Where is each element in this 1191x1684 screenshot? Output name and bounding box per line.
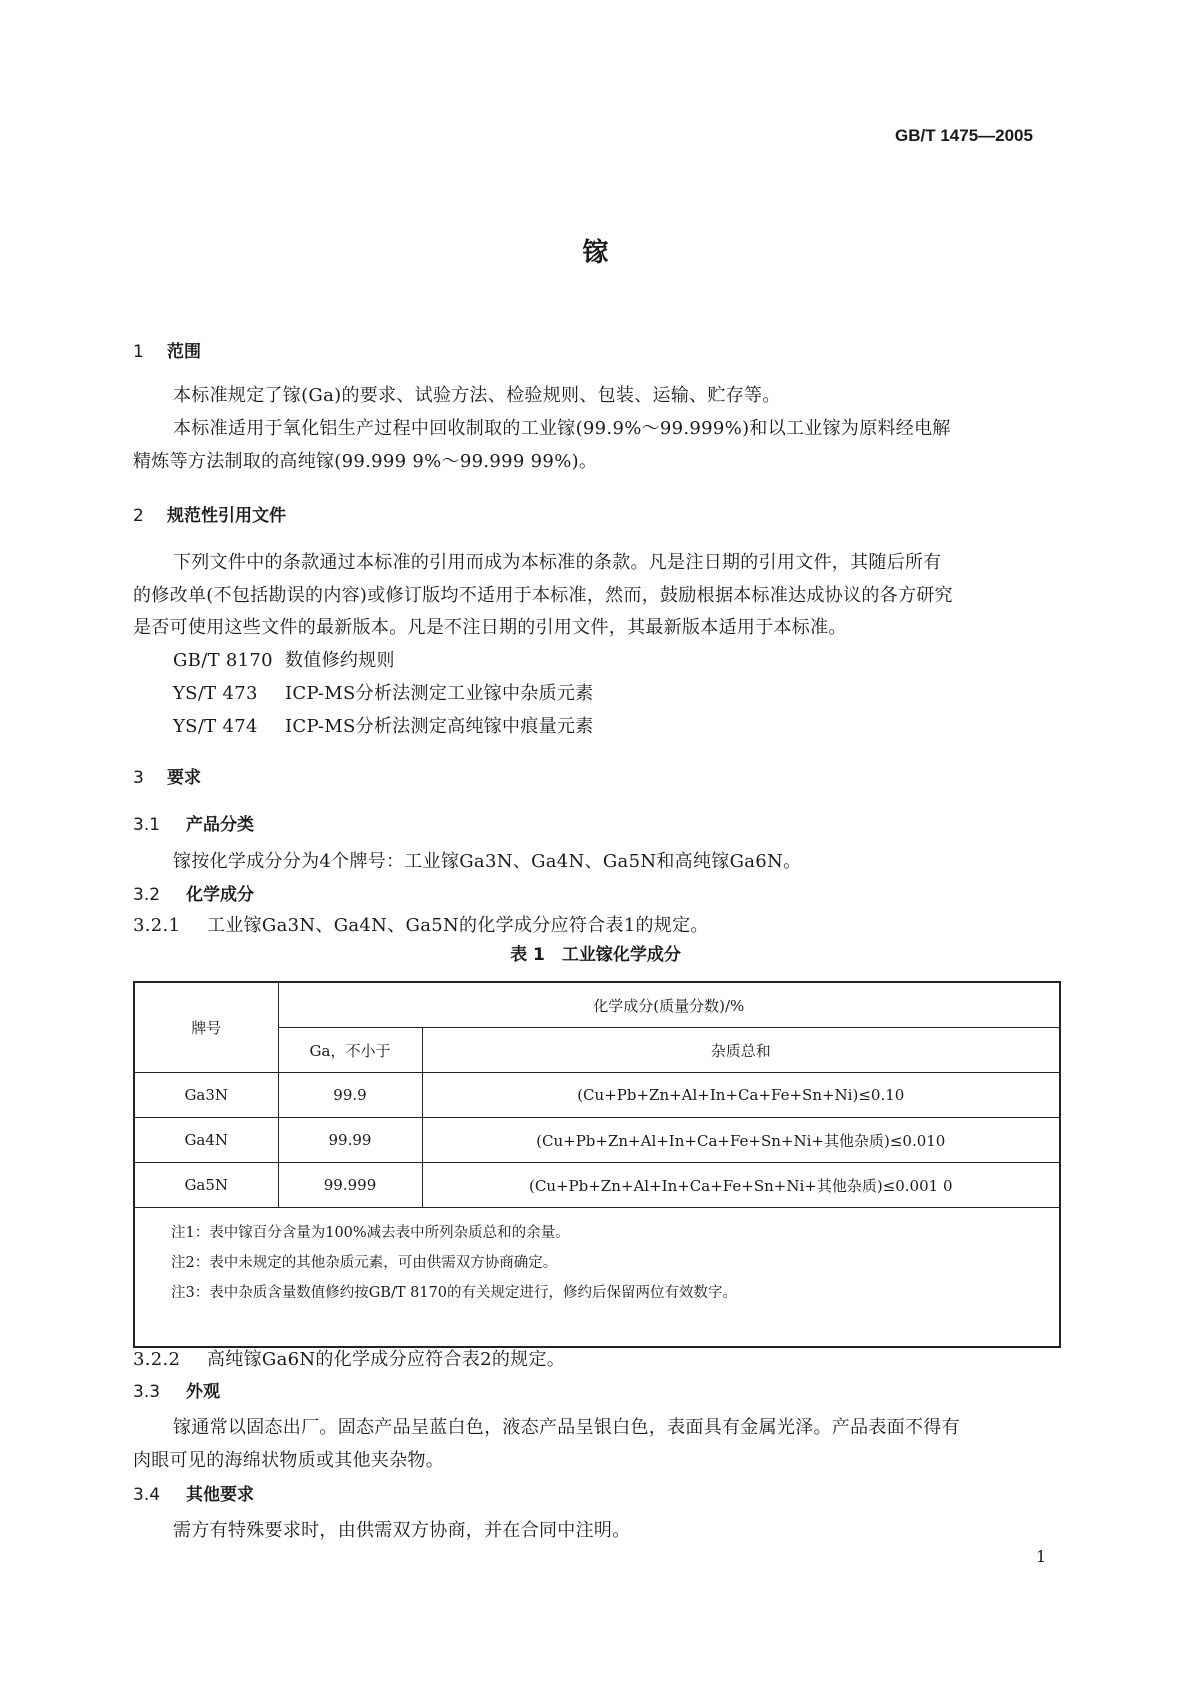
paragraph: 肉眼可见的海绵状物质或其他夹杂物。 <box>133 1450 445 1471</box>
section-title: 化学成分 <box>186 885 254 905</box>
table-1-caption: 表 1 工业镓化学成分 <box>510 945 681 965</box>
paragraph: 下列文件中的条款通过本标准的引用而成为本标准的条款。凡是注日期的引用文件，其随后所有 <box>173 552 942 573</box>
section-3-2-heading <box>133 880 254 905</box>
clause-3-2-2 <box>133 1345 565 1371</box>
section-1-heading <box>133 337 201 362</box>
reference-code: YS/T 474 <box>173 716 258 737</box>
cell-ga: 99.99 <box>278 1118 422 1163</box>
section-number: 2 <box>133 506 144 526</box>
clause-number: 3.2.1 <box>133 915 181 936</box>
reference-code: YS/T 473 <box>173 683 258 704</box>
cell-grade: Ga5N <box>134 1163 278 1208</box>
reference-item <box>173 679 594 705</box>
reference-title: 数值修约规则 <box>285 650 395 671</box>
section-title: 产品分类 <box>186 815 254 835</box>
reference-item <box>173 646 395 672</box>
section-title: 其他要求 <box>186 1485 254 1505</box>
section-number: 1 <box>133 342 144 362</box>
cell-ga: 99.9 <box>278 1073 422 1118</box>
reference-title: ICP-MS分析法测定工业镓中杂质元素 <box>285 683 594 704</box>
standard-code: GB/T 1475—2005 <box>895 126 1033 145</box>
reference-item <box>173 712 594 738</box>
section-number: 3 <box>133 768 144 788</box>
section-title: 外观 <box>186 1382 220 1402</box>
cell-grade: Ga3N <box>134 1073 278 1118</box>
section-3-1-heading <box>133 810 254 835</box>
paragraph: 本标准规定了镓(Ga)的要求、试验方法、检验规则、包装、运输、贮存等。 <box>173 385 781 406</box>
section-title: 规范性引用文件 <box>167 506 286 526</box>
header-grade: 牌号 <box>134 982 278 1073</box>
table-note: 注3：表中杂质含量数值修约按GB/T 8170的有关规定进行，修约后保留两位有效数字。 <box>171 1285 738 1301</box>
document-title: 镓 <box>582 238 609 268</box>
section-number: 3.1 <box>133 815 161 835</box>
section-number: 3.2 <box>133 885 161 905</box>
clause-text: 工业镓Ga3N、Ga4N、Ga5N的化学成分应符合表1的规定。 <box>207 915 709 936</box>
header-ga: Ga，不小于 <box>278 1028 422 1073</box>
paragraph: 的修改单(不包括勘误的内容)或修订版均不适用于本标准，然而，鼓励根据本标准达成协议的各方研究 <box>133 585 953 606</box>
cell-impurities: (Cu+Pb+Zn+Al+In+Ca+Fe+Sn+Ni)≤0.10 <box>422 1073 1060 1118</box>
table-note: 注1：表中镓百分含量为100%减去表中所列杂质总和的余量。 <box>171 1225 570 1241</box>
paragraph: 本标准适用于氧化铝生产过程中回收制取的工业镓(99.9%～99.999%)和以工业镓为原料经电解 <box>173 418 951 439</box>
table-notes <box>134 1208 1060 1348</box>
cell-impurities: (Cu+Pb+Zn+Al+In+Ca+Fe+Sn+Ni+其他杂质)≤0.010 <box>422 1118 1060 1163</box>
clause-text: 高纯镓Ga6N的化学成分应符合表2的规定。 <box>207 1349 566 1370</box>
reference-title: ICP-MS分析法测定高纯镓中痕量元素 <box>285 716 594 737</box>
section-number: 3.4 <box>133 1485 161 1505</box>
section-number: 3.3 <box>133 1382 161 1402</box>
paragraph: 镓通常以固态出厂。固态产品呈蓝白色，液态产品呈银白色，表面具有金属光泽。产品表面不得有 <box>173 1417 960 1438</box>
table-1 <box>133 981 1061 1348</box>
clause-number: 3.2.2 <box>133 1349 181 1370</box>
section-3-heading <box>133 763 201 788</box>
reference-code: GB/T 8170 <box>173 650 273 671</box>
cell-grade: Ga4N <box>134 1118 278 1163</box>
cell-ga: 99.999 <box>278 1163 422 1208</box>
page-number: 1 <box>1036 1547 1047 1566</box>
table-row <box>134 1163 1060 1208</box>
table-note: 注2：表中未规定的其他杂质元素，可由供需双方协商确定。 <box>171 1255 558 1271</box>
section-3-4-heading <box>133 1480 254 1505</box>
section-title: 范围 <box>167 342 201 362</box>
header-composition: 化学成分(质量分数)/% <box>278 982 1060 1028</box>
table-row <box>134 1073 1060 1118</box>
paragraph: 需方有特殊要求时，由供需双方协商，并在合同中注明。 <box>173 1520 631 1541</box>
paragraph: 镓按化学成分分为4个牌号：工业镓Ga3N、Ga4N、Ga5N和高纯镓Ga6N。 <box>173 851 802 872</box>
section-title: 要求 <box>167 768 201 788</box>
clause-3-2-1 <box>133 911 709 937</box>
table-row <box>134 1118 1060 1163</box>
paragraph: 是否可使用这些文件的最新版本。凡是不注日期的引用文件，其最新版本适用于本标准。 <box>133 617 847 638</box>
section-2-heading <box>133 501 286 526</box>
section-3-3-heading <box>133 1377 220 1402</box>
paragraph: 精炼等方法制取的高纯镓(99.999 9%～99.999 99%)。 <box>133 451 598 472</box>
header-impurities: 杂质总和 <box>422 1028 1060 1073</box>
cell-impurities: (Cu+Pb+Zn+Al+In+Ca+Fe+Sn+Ni+其他杂质)≤0.001 0 <box>422 1163 1060 1208</box>
